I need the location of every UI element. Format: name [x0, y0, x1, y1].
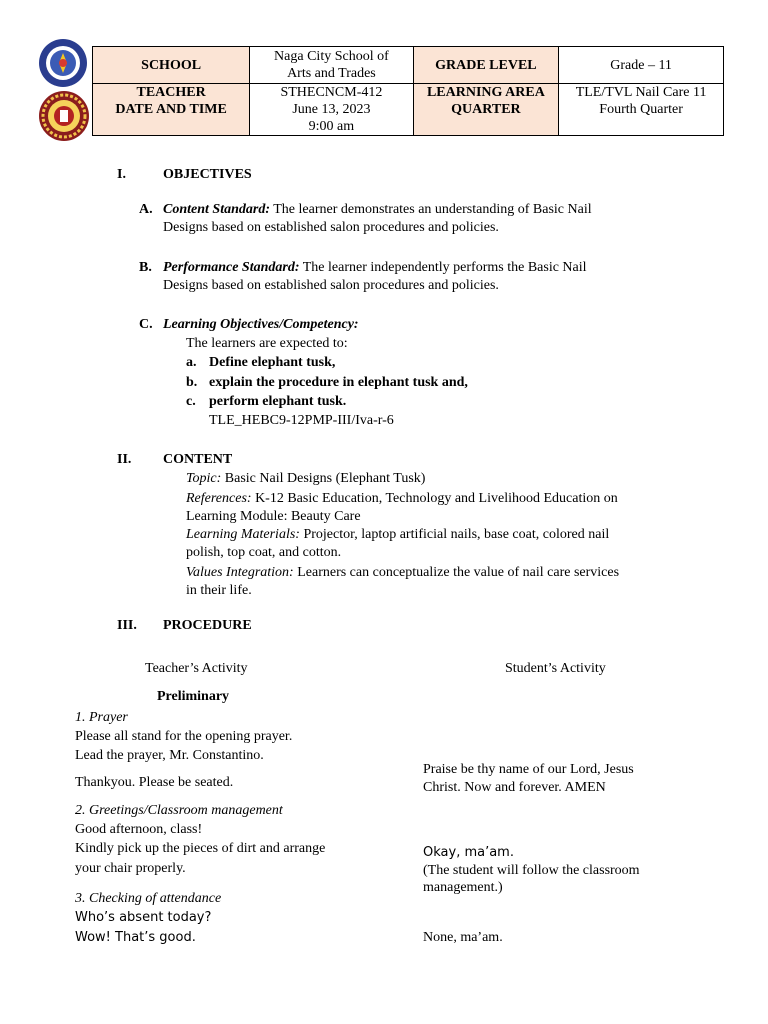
lesson-header-table	[92, 46, 724, 136]
objectives-heading: OBJECTIVES	[163, 167, 252, 182]
procedure-number: III.	[117, 618, 137, 633]
greetings-title: 2. Greetings/Classroom management	[75, 803, 283, 818]
objective-item-letter: b.	[186, 375, 198, 390]
prayer-title: 1. Prayer	[75, 710, 128, 725]
content-standard-line2: Designs based on established salon procedures and policies.	[163, 220, 499, 235]
school-label: SCHOOL	[93, 47, 250, 84]
deped-seal-logo	[38, 38, 88, 88]
learning-objectives-label: Learning Objectives/Competency:	[163, 317, 359, 332]
topic-line: Topic: Basic Nail Designs (Elephant Tusk)	[186, 471, 426, 486]
student-line: Christ. Now and forever. AMEN	[423, 780, 606, 795]
objective-item-letter: c.	[186, 394, 196, 409]
grade-level-label: GRADE LEVEL	[413, 47, 559, 84]
teacher-activity-header: Teacher’s Activity	[145, 661, 248, 676]
teacher-line: Please all stand for the opening prayer.	[75, 729, 293, 744]
teacher-line: your chair properly.	[75, 861, 186, 876]
references-line1: References: K-12 Basic Education, Technology and Livelihood Education on	[186, 491, 618, 506]
teacher-line: Good afternoon, class!	[75, 822, 203, 837]
objective-item: Define elephant tusk,	[209, 355, 336, 370]
teacher-date-label: TEACHER DATE AND TIME	[93, 84, 250, 136]
competency-code: TLE_HEBC9-12PMP-III/Iva-r-6	[209, 413, 394, 428]
learning-objectives-letter: C.	[139, 317, 153, 332]
student-activity-header: Student’s Activity	[505, 661, 606, 676]
objective-item: perform elephant tusk.	[209, 394, 347, 409]
content-standard-letter: A.	[139, 202, 153, 217]
grade-level-value: Grade – 11	[559, 47, 724, 84]
student-line: Okay, ma’am.	[423, 845, 514, 860]
student-line: management.)	[423, 880, 503, 895]
references-line2: Learning Module: Beauty Care	[186, 509, 361, 524]
student-line: None, ma’am.	[423, 930, 503, 945]
performance-standard-line1: Performance Standard: The learner independently performs the Basic Nail	[163, 260, 587, 275]
teacher-line: Who’s absent today?	[75, 910, 212, 925]
objective-item-letter: a.	[186, 355, 197, 370]
teacher-line: Lead the prayer, Mr. Constantino.	[75, 748, 264, 763]
materials-line2: polish, top coat, and cotton.	[186, 545, 342, 560]
learning-area-quarter-value: TLE/TVL Nail Care 11 Fourth Quarter	[559, 84, 724, 136]
attendance-title: 3. Checking of attendance	[75, 891, 222, 906]
teacher-line: Wow! That’s good.	[75, 930, 196, 945]
school-seal-logo	[38, 90, 90, 142]
learning-area-quarter-label: LEARNING AREA QUARTER	[413, 84, 559, 136]
performance-standard-letter: B.	[139, 260, 152, 275]
content-heading: CONTENT	[163, 452, 233, 467]
teacher-date-value: STHECNCM-412 June 13, 2023 9:00 am	[250, 84, 413, 136]
content-standard-line1: Content Standard: The learner demonstrates an understanding of Basic Nail	[163, 202, 592, 217]
teacher-line: Thankyou. Please be seated.	[75, 775, 234, 790]
materials-line1: Learning Materials: Projector, laptop artificial nails, base coat, colored nail	[186, 527, 610, 542]
content-number: II.	[117, 452, 132, 467]
procedure-heading: PROCEDURE	[163, 618, 252, 633]
values-line1: Values Integration: Learners can conceptualize the value of nail care services	[186, 565, 620, 580]
teacher-line: Kindly pick up the pieces of dirt and arrange	[75, 841, 326, 856]
performance-standard-line2: Designs based on established salon procedures and policies.	[163, 278, 499, 293]
student-line: (The student will follow the classroom	[423, 863, 640, 878]
objective-item: explain the procedure in elephant tusk and,	[209, 375, 468, 390]
school-value: Naga City School of Arts and Trades	[250, 47, 413, 84]
student-line: Praise be thy name of our Lord, Jesus	[423, 762, 634, 777]
learning-objectives-intro: The learners are expected to:	[186, 336, 348, 351]
objectives-number: I.	[117, 167, 126, 182]
values-line2: in their life.	[186, 583, 252, 598]
preliminary-heading: Preliminary	[157, 689, 230, 704]
